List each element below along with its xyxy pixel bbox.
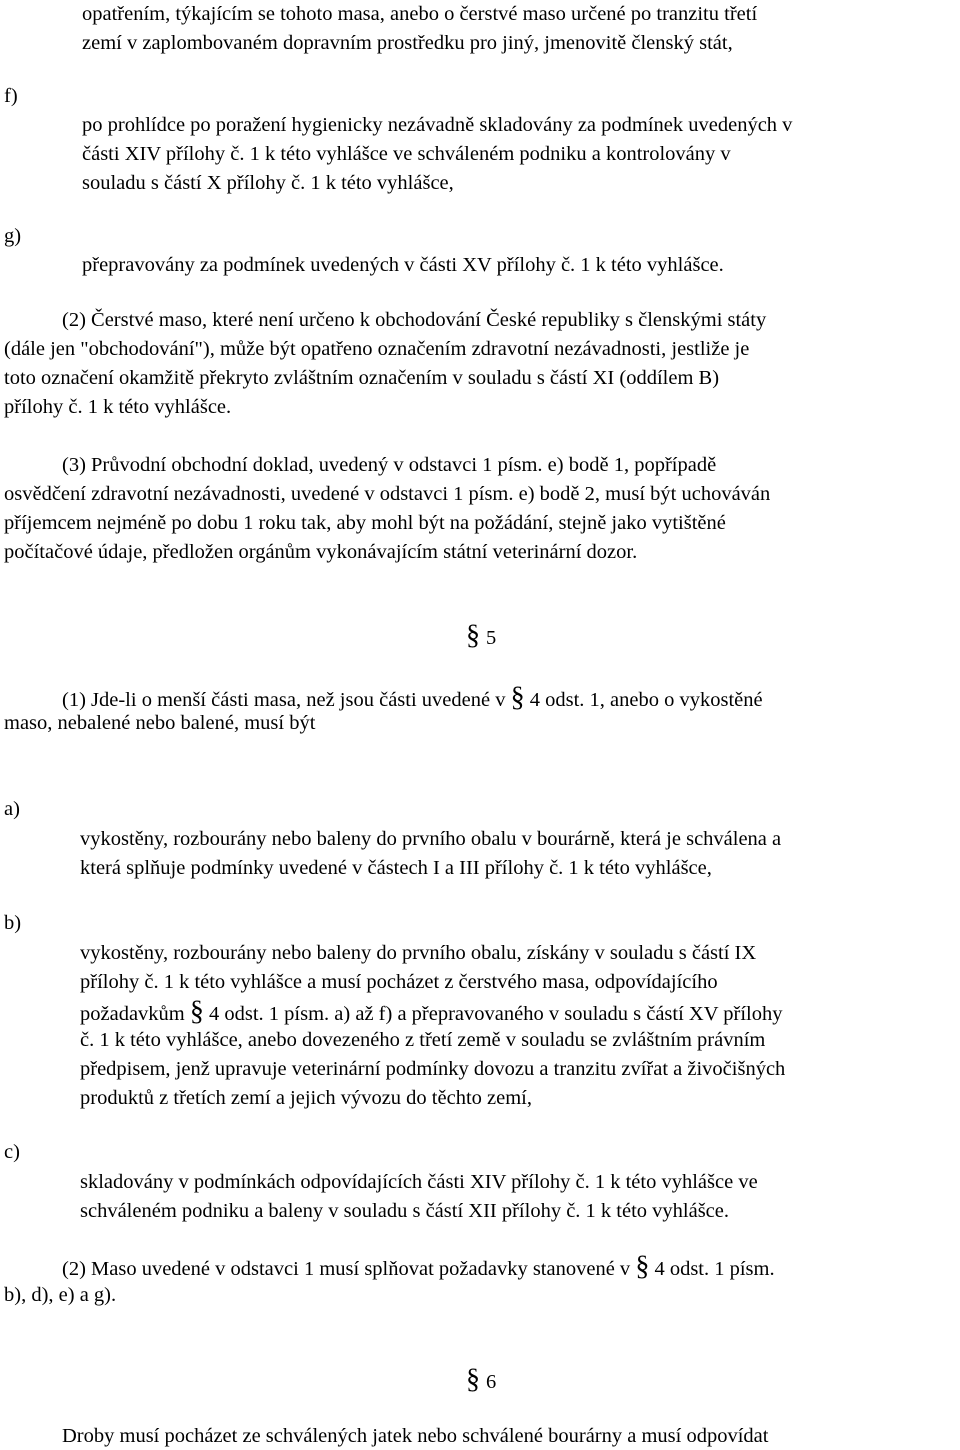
list-label-a: a) <box>4 798 20 820</box>
section-sign: § <box>189 996 204 1027</box>
section-sign: § <box>466 1364 480 1395</box>
text-line: po prohlídce po poražení hygienicky nezávadně skladovány za podmínek uvedených v <box>82 114 793 136</box>
text-line: (2) Čerstvé maso, které není určeno k obchodování České republiky s členskými státy <box>62 309 767 331</box>
text-span: (2) Maso uvedené v odstavci 1 musí splňovat požadavky stanovené v <box>62 1258 631 1280</box>
section-number: 5 <box>486 627 497 649</box>
text-line: b), d), e) a g). <box>4 1284 117 1306</box>
section-sign: § <box>510 682 525 713</box>
text-span: (1) Jde-li o menší části masa, než jsou části uvedené v <box>62 689 506 711</box>
text-line: č. 1 k této vyhlášce, anebo dovezeného z třetí země v souladu se zvláštním právním <box>80 1029 766 1051</box>
text-line <box>62 1253 775 1281</box>
section-heading <box>466 1366 496 1394</box>
text-line: která splňuje podmínky uvedené v částech I a III přílohy č. 1 k této vyhlášce, <box>80 857 712 879</box>
text-line: zemí v zaplombovaném dopravním prostředku pro jiný, jmenovitě členský stát, <box>82 32 733 54</box>
text-line <box>80 998 783 1026</box>
text-line: opatřením, týkajícím se tohoto masa, anebo o čerstvé maso určené po tranzitu třetí <box>82 3 758 25</box>
text-span: 4 odst. 1, anebo o vykostěné <box>529 689 763 711</box>
text-line: přílohy č. 1 k této vyhlášce a musí pocházet z čerstvého masa, odpovídajícího <box>80 971 718 993</box>
text-line: Droby musí pocházet ze schválených jatek nebo schválené bourárny a musí odpovídat <box>62 1425 769 1447</box>
text-line: osvědčení zdravotní nezávadnosti, uvedené v odstavci 1 písm. e) bodě 2, musí být uchováván <box>4 483 771 505</box>
section-sign: § <box>635 1251 650 1282</box>
list-label-b: b) <box>4 912 22 934</box>
text-line: maso, nebalené nebo balené, musí být <box>4 712 316 734</box>
text-line: vykostěny, rozbourány nebo baleny do prvního obalu v bourárně, která je schválena a <box>80 828 782 850</box>
text-line: produktů z třetích zemí a jejich vývozu do těchto zemí, <box>80 1087 532 1109</box>
text-line: souladu s částí X přílohy č. 1 k této vyhlášce, <box>82 172 454 194</box>
section-number: 6 <box>486 1371 497 1393</box>
text-line: (dále jen "obchodování"), může být opatřeno označením zdravotní nezávadnosti, jestliže je <box>4 338 750 360</box>
text-line: schváleném podniku a baleny v souladu s částí XII přílohy č. 1 k této vyhlášce. <box>80 1200 730 1222</box>
text-line: předpisem, jenž upravuje veterinární podmínky dovozu a tranzitu zvířat a živočišných <box>80 1058 786 1080</box>
list-label-g: g) <box>4 225 22 247</box>
list-label-f: f) <box>4 85 18 107</box>
text-line: části XIV přílohy č. 1 k této vyhlášce ve schváleném podniku a kontrolovány v <box>82 143 731 165</box>
text-line: přílohy č. 1 k této vyhlášce. <box>4 396 232 418</box>
text-span: požadavkům <box>80 1003 185 1025</box>
text-line: vykostěny, rozbourány nebo baleny do prvního obalu, získány v souladu s částí IX <box>80 942 757 964</box>
section-sign: § <box>466 620 480 651</box>
list-label-c: c) <box>4 1141 20 1163</box>
text-line: přepravovány za podmínek uvedených v části XV přílohy č. 1 k této vyhlášce. <box>82 254 724 276</box>
text-line: (3) Průvodní obchodní doklad, uvedený v odstavci 1 písm. e) bodě 1, popřípadě <box>62 454 717 476</box>
text-line: skladovány v podmínkách odpovídajících části XIV přílohy č. 1 k této vyhlášce ve <box>80 1171 758 1193</box>
text-line: počítačové údaje, předložen orgánům vykonávajícím státní veterinární dozor. <box>4 541 638 563</box>
text-span: 4 odst. 1 písm. a) až f) a přepravovaného v souladu s částí XV přílohy <box>209 1003 783 1025</box>
text-span: 4 odst. 1 písm. <box>654 1258 775 1280</box>
section-heading <box>466 622 496 650</box>
text-line <box>62 684 763 712</box>
text-line: příjemcem nejméně po dobu 1 roku tak, aby mohl být na požádání, stejně jako vytištěné <box>4 512 726 534</box>
text-line: toto označení okamžitě překryto zvláštním označením v souladu s částí XI (oddílem B) <box>4 367 720 389</box>
